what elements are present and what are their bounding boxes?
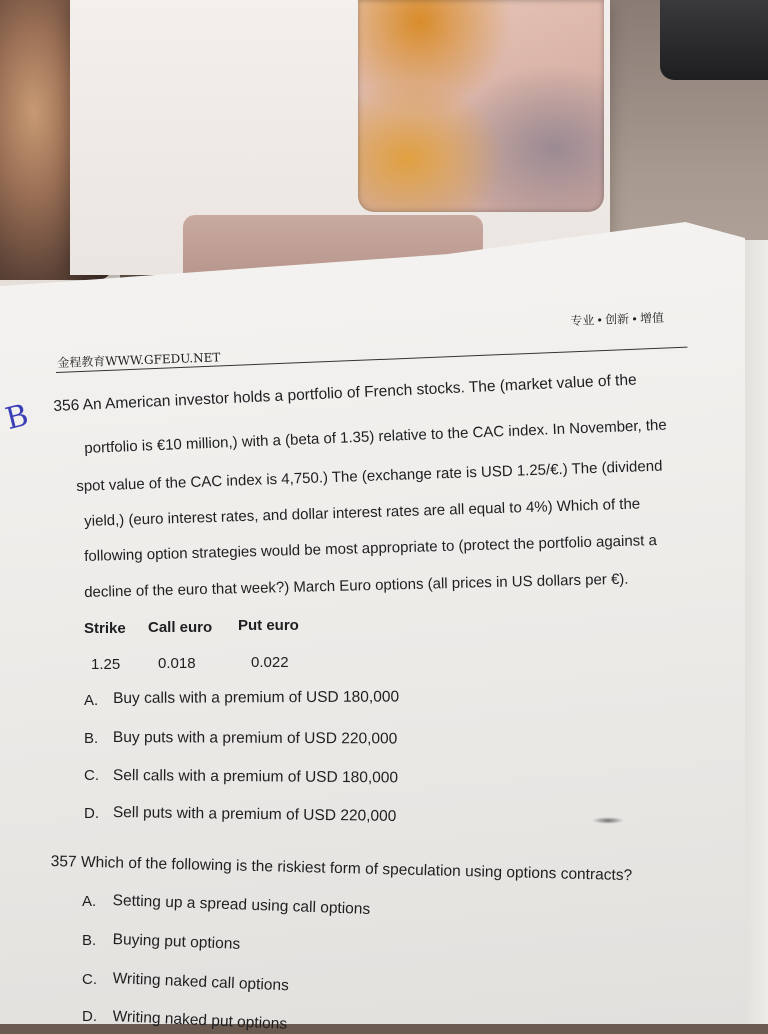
option-text: Writing naked put options — [112, 1008, 288, 1033]
question-356-line: decline of the euro that week?) March Euro options (all prices in US dollars per €). — [84, 570, 629, 601]
question-356-line: yield,) (euro interest rates, and dollar interest rates are all equal to 4%) Which of the — [84, 495, 641, 530]
header-site: 金程教育WWW.GFEDU.NET — [57, 350, 221, 370]
option-text: Sell puts with a premium of USD 220,000 — [112, 804, 397, 825]
table-cell-put: 0.022 — [251, 654, 289, 671]
option-letter: A. — [84, 692, 99, 709]
option-letter: B. — [84, 730, 99, 747]
option-text: Buy calls with a premium of USD 180,000 — [113, 688, 400, 707]
option-text: Sell calls with a premium of USD 180,000 — [112, 767, 399, 787]
option-text: Buying put options — [112, 931, 241, 953]
header-slogan: 专业 • 创新 • 增值 — [570, 310, 665, 328]
table-cell-call: 0.018 — [158, 655, 196, 672]
option-letter: C. — [84, 767, 99, 784]
table-header-strike: Strike — [84, 620, 126, 637]
table-header-put: Put euro — [238, 617, 299, 634]
option-letter: D. — [84, 805, 99, 822]
option-text: Buy puts with a premium of USD 220,000 — [112, 729, 398, 748]
option-letter: C. — [82, 971, 97, 988]
table-header-call: Call euro — [148, 619, 213, 636]
ink-smudge — [592, 817, 624, 824]
option-letter: D. — [82, 1008, 97, 1025]
question-357-text: 357 Which of the following is the riskiest form of speculation using options contracts? — [50, 853, 633, 885]
question-356-line: spot value of the CAC index is 4,750.) The (exchange rate is USD 1.25/€.) The (dividend — [76, 457, 663, 495]
option-text: Setting up a spread using call options — [112, 892, 371, 918]
option-letter: A. — [82, 893, 97, 910]
question-356-line: 356 An American investor holds a portfolio of French stocks. The (market value of the — [53, 371, 638, 415]
question-356-line: portfolio is €10 million,) with a (beta of 1.35) relative to the CAC index. In November, the — [84, 416, 668, 457]
option-letter: B. — [82, 932, 97, 949]
question-356-line: following option strategies would be most appropriate to (protect the portfolio against a — [84, 532, 658, 565]
option-text: Writing naked call options — [112, 970, 290, 995]
table-cell-strike: 1.25 — [91, 656, 121, 673]
handwritten-answer-mark: B — [2, 397, 32, 438]
